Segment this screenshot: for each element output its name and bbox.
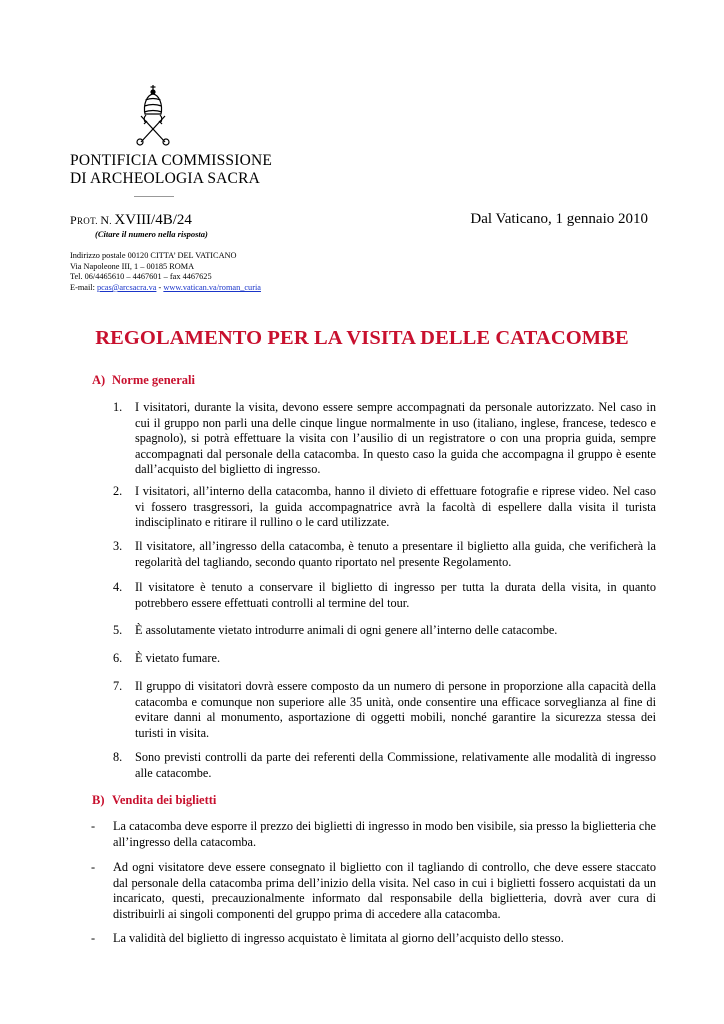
item-text: I visitatori, durante la visita, devono essere sempre accompagnati da personale autorizzato. Nel caso in cui il gruppo non parli una delle cinque lingue normalmente in uso (italiano, inglese, francese, tedesco e spagnolo), si potrà effettuare la visita con l’ausilio di un registratore o con una propria guida, sempre accompagnati dal personale della catacomba. In questo caso la guida che accompagna il gruppo è esente dall’acquisto del biglietto di ingresso. [135, 400, 656, 476]
item-text: Il visitatore, all’ingresso della catacomba, è tenuto a presentare il biglietto alla guida, che verificherà la regolarità del tagliando, secondo quanto riportato nel presente Regolamento. [135, 539, 656, 569]
section-b-title: Vendita dei biglietti [112, 793, 217, 807]
bullet-dash: - [91, 860, 96, 874]
item-text: Il visitatore è tenuto a conservare il biglietto di ingresso per tutta la durata della visita, in quanto potrebbero essere effettuati controlli al termine del tour. [135, 580, 656, 610]
list-item [113, 623, 656, 639]
org-line-2: DI ARCHEOLOGIA SACRA [70, 170, 261, 187]
address-line-3: Tel. 06/4465610 – 4467601 – fax 4467625 [70, 272, 212, 282]
bullet-dash: - [91, 819, 96, 833]
section-b-letter: B) [92, 793, 105, 807]
list-item [113, 750, 656, 781]
item-text: È vietato fumare. [135, 651, 221, 665]
address-line-1: Indirizzo postale 00120 CITTA’ DEL VATICANO [70, 251, 237, 260]
list-item [113, 679, 656, 741]
item-text: Il gruppo di visitatori dovrà essere composto da un numero di persone in proporzione alla capacità della catacomba e comunque non superiore alle 35 unità, onde consentire una efficace sorveglianza al fine di evitare danni al monumento, asportazione di oggetti mobili, nonché garantire la sicurezza stessa dei turisti in visita. [135, 679, 656, 740]
document-title: REGOLAMENTO PER LA VISITA DELLE CATACOMBE [95, 327, 629, 349]
section-a-title: Norme generali [112, 373, 195, 387]
section-b-heading [92, 793, 216, 808]
organization-name [70, 152, 272, 188]
section-a-letter: A) [92, 373, 106, 387]
item-number: 5. [113, 623, 123, 637]
protocol-note: (Citare il numero nella risposta) [95, 229, 208, 239]
bullet-text: La catacomba deve esporre il prezzo dei biglietti di ingresso in modo ben visibile, sia presso la biglietteria che all’ingresso della catacomba. [113, 819, 656, 849]
bullet-item [91, 860, 656, 922]
bullet-item [91, 931, 656, 947]
item-number: 3. [113, 539, 123, 553]
address-line-2: Via Napoleone III, 1 – 00185 ROMA [70, 261, 195, 271]
website-link[interactable]: www.vatican.va/roman_curia [163, 282, 261, 292]
email-link[interactable]: pcas@arcsacra.va [96, 282, 157, 292]
item-number: 1. [113, 400, 123, 414]
link-separator: - [156, 282, 164, 292]
postal-address [70, 251, 261, 293]
email-label: E-mail: [70, 282, 97, 292]
bullet-item [91, 819, 656, 850]
org-line-1: PONTIFICIA COMMISSIONE [70, 152, 273, 169]
list-item [113, 539, 656, 570]
item-number: 4. [113, 580, 123, 594]
document-date: Dal Vaticano, 1 gennaio 2010 [470, 211, 648, 227]
item-number: 8. [113, 750, 123, 764]
item-text: È assolutamente vietato introdurre animali di ogni genere all’interno delle catacombe. [135, 623, 558, 637]
address-line-4 [70, 283, 261, 294]
item-number: 6. [113, 651, 123, 665]
bullet-dash: - [91, 931, 96, 945]
list-item [113, 651, 656, 667]
papal-emblem-icon [133, 84, 173, 146]
org-divider [134, 196, 174, 197]
protocol-number [70, 212, 192, 229]
item-text: I visitatori, all’interno della catacomba, hanno il divieto di effettuare fotografie e riprese video. Nel caso vi fossero trasgressori, la guida accompagnatrice avrà la facoltà di espellere dalla visita il turista indisciplinato e ritirare il rullino o le card utilizzate. [135, 484, 656, 529]
item-text: Sono previsti controlli da parte dei referenti della Commissione, relativamente alle modalità di ingresso alle catacombe. [135, 750, 656, 780]
item-number: 7. [113, 679, 123, 693]
item-number: 2. [113, 484, 123, 498]
list-item [113, 400, 656, 478]
protocol-value: XVIII/4B/24 [114, 212, 192, 228]
list-item [113, 484, 656, 531]
section-a-heading [92, 373, 195, 388]
bullet-text: Ad ogni visitatore deve essere consegnato il biglietto con il tagliando di controllo, che deve essere staccato dal personale della catacomba prima dell’inizio della visita. Nel caso in cui i biglietti fossero acquistati da un incaricato, questi, precauzionalmente informato dal responsabile della biglietteria, dovrà aver cura di distribuirli ai singoli componenti del gruppo prima di accedere alla catacomba. [113, 860, 656, 921]
bullet-text: La validità del biglietto di ingresso acquistato è limitata al giorno dell’acquisto dello stesso. [113, 931, 564, 945]
protocol-label: PROT. N. [70, 213, 115, 227]
list-item [113, 580, 656, 611]
